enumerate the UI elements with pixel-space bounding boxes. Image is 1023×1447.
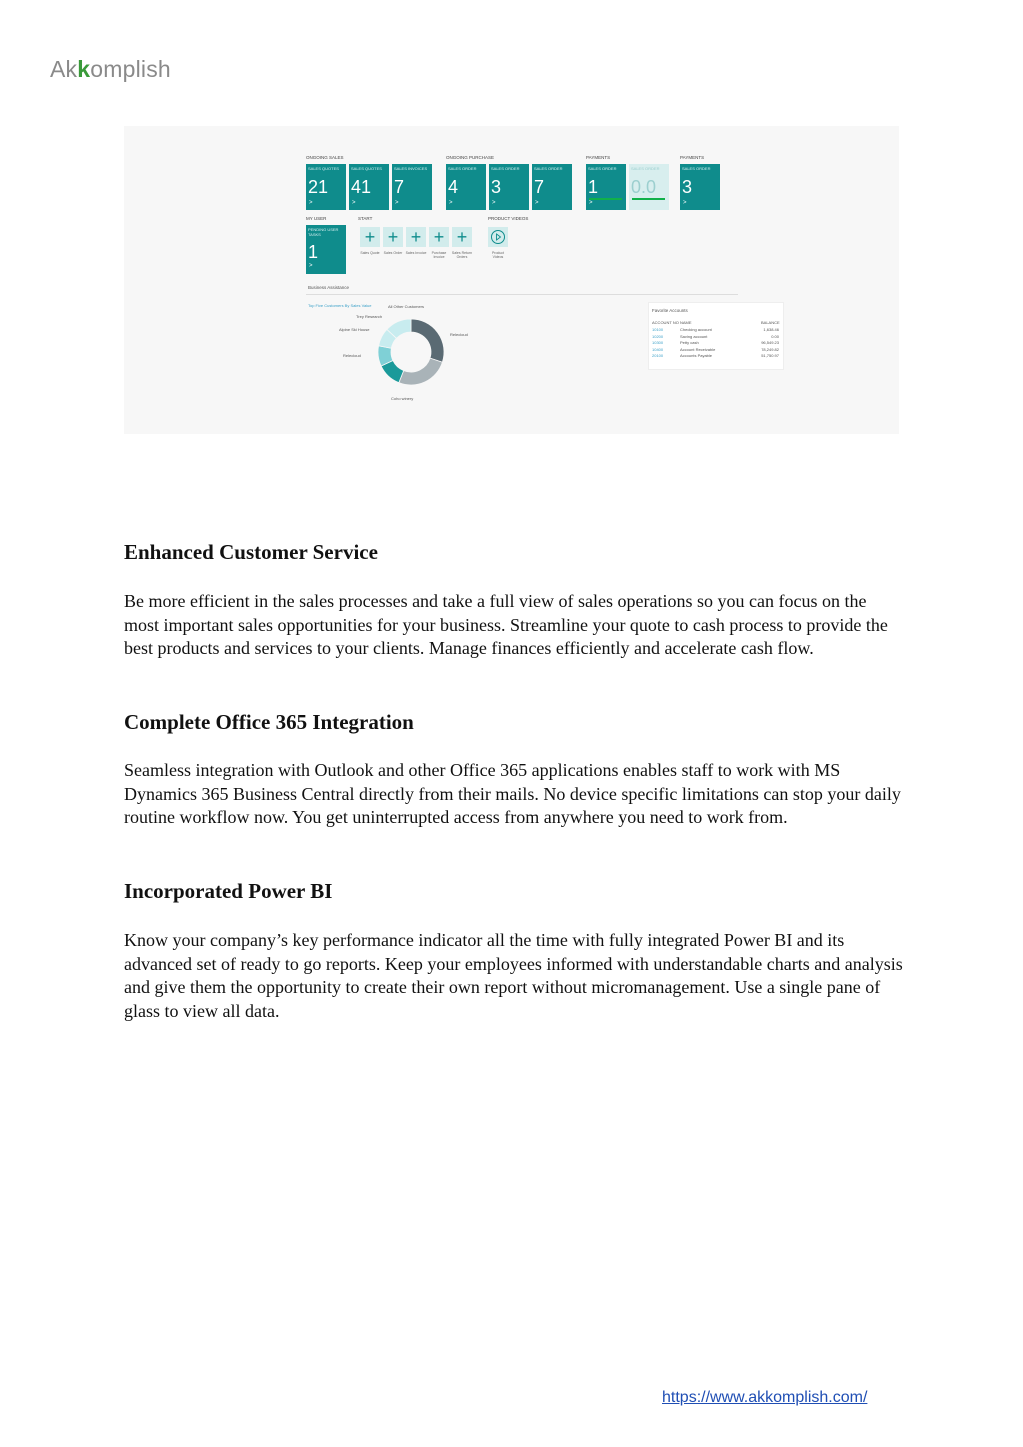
account-balance: 1,638.46: [763, 327, 779, 332]
chevron-right-icon: >: [309, 263, 313, 269]
account-balance: 0.00: [771, 333, 779, 339]
tile-label: SALES ORDER: [534, 166, 563, 171]
tile-label: SALES QUOTES: [308, 166, 339, 171]
tile-payment-order-2[interactable]: [629, 164, 669, 210]
section-body: Know your company’s key performance indicator all the time with fully integrated Power BI and its advanced set of ready to go reports. Keep your employees informed with understandable charts and analysis and give them the opportunity to create their own report without micromanagement. Use a single pane of glass to view all data.: [124, 930, 903, 1022]
panel-title: Favorite Accounts: [652, 308, 688, 313]
group-start: START: [358, 216, 373, 221]
tile-value: 4: [448, 177, 459, 197]
group-ongoing-sales: ONGOING SALES: [306, 155, 344, 160]
new-sales-quote-button[interactable]: +: [360, 227, 380, 247]
tile-value: 1: [308, 242, 319, 262]
start-label: Sales Order: [383, 251, 403, 255]
website-link[interactable]: https://www.akkomplish.com/: [662, 1389, 868, 1406]
tile-pending-user-tasks[interactable]: [306, 225, 346, 274]
start-label: Sales Quote: [360, 251, 380, 255]
tile-value: 3: [682, 177, 693, 197]
tile-value: 7: [394, 177, 405, 197]
tile-value: 7: [534, 177, 545, 197]
account-name: Account Receivable: [680, 346, 716, 352]
company-logo: [50, 56, 171, 83]
progress-line: [589, 198, 622, 200]
group-payments-2: PAYMENTS: [680, 155, 705, 160]
logo-prefix: Ak: [50, 56, 78, 82]
logo-check: k: [77, 56, 91, 82]
tile-label: SALES ORDER: [631, 166, 660, 171]
group-my-user: MY USER: [306, 216, 327, 221]
account-no-link[interactable]: 20100: [652, 353, 664, 359]
account-balance: 51,750.97: [761, 353, 779, 359]
donut-label: Relecloud: [450, 332, 468, 337]
tile-payment-order-1[interactable]: [586, 164, 626, 210]
tile-payment-order-3[interactable]: [680, 164, 720, 210]
tile-label: SALES ORDER: [682, 166, 711, 171]
start-label: Purchase Invoice: [431, 251, 447, 259]
donut-label: Trey Research: [356, 314, 383, 319]
section-body: Be more efficient in the sales processes and take a full view of sales operations so you can focus on the most important sales opportunities for your business. Streamline your quote to cash process to provide the best products and services to your clients. Manage finances efficiently and accelerate cash flow.: [124, 591, 888, 659]
tile-sales-quotes-2[interactable]: [349, 164, 389, 210]
account-name: Checking account: [680, 327, 712, 332]
favorite-accounts-panel: [648, 302, 784, 370]
account-no-link[interactable]: 10200: [652, 333, 664, 339]
tile-label: SALES ORDER: [588, 166, 617, 171]
group-product-videos: PRODUCT VIDEOS: [488, 216, 529, 221]
tile-value: 0.0: [631, 177, 657, 197]
start-label: Sales Invoice: [405, 251, 427, 255]
chevron-right-icon: >: [683, 200, 687, 206]
tile-value: 41: [351, 177, 372, 197]
logo-suffix: omplish: [90, 56, 171, 82]
product-videos-button[interactable]: [488, 227, 508, 247]
account-name: Saving account: [680, 333, 708, 339]
donut-slice[interactable]: [399, 358, 443, 385]
section-heading: Incorporated Power BI: [124, 879, 333, 903]
tile-value: 3: [491, 177, 502, 197]
tile-purchase-order-3[interactable]: [532, 164, 572, 210]
chevron-right-icon: >: [449, 200, 453, 206]
chart-title[interactable]: Top Five Customers By Sales Value: [308, 303, 372, 308]
tile-label: SALES INVOICES: [394, 166, 428, 171]
section-heading: Enhanced Customer Service: [124, 540, 378, 564]
donut-label: Alpine Ski House: [339, 327, 370, 332]
video-label: Product Videos: [491, 251, 505, 259]
tile-sales-quotes[interactable]: [306, 164, 346, 210]
dashboard-screenshot: [124, 126, 899, 434]
account-name: Petty cash: [680, 340, 699, 346]
chevron-right-icon: >: [395, 200, 399, 206]
chevron-right-icon: >: [589, 200, 593, 206]
start-label: Sales Return Orders: [451, 251, 473, 259]
play-icon: [488, 227, 508, 247]
tile-value: 1: [588, 177, 599, 197]
section-heading: Complete Office 365 Integration: [124, 710, 414, 734]
account-balance: 78,249.82: [761, 346, 779, 352]
progress-line: [632, 198, 665, 200]
account-no-link[interactable]: 10300: [652, 340, 664, 346]
chevron-right-icon: >: [309, 200, 313, 206]
chevron-right-icon: >: [535, 200, 539, 206]
account-balance: 96,549.23: [761, 340, 779, 346]
tile-value: 21: [308, 177, 329, 197]
tile-purchase-order-1[interactable]: [446, 164, 486, 210]
new-sales-return-button[interactable]: +: [452, 227, 472, 247]
group-ongoing-purchase: ONGOING PURCHASE: [446, 155, 495, 160]
tile-label: SALES ORDER: [448, 166, 477, 171]
tile-label: SALES ORDER: [491, 166, 520, 171]
tile-label: PENDING USER TASKS: [308, 227, 339, 237]
donut-label: Relecloud: [343, 353, 361, 358]
donut-label: Coho winery: [391, 396, 414, 401]
chevron-right-icon: >: [492, 200, 496, 206]
col-header-name: NAME: [680, 320, 692, 325]
account-name: Accounts Payable: [680, 353, 713, 359]
donut-label: All Other Customers: [388, 304, 425, 309]
tile-sales-invoices[interactable]: [392, 164, 432, 210]
tile-label: SALES QUOTES: [351, 166, 382, 171]
account-no-link[interactable]: 10100: [652, 327, 664, 332]
new-sales-invoice-button[interactable]: +: [406, 227, 426, 247]
account-no-link[interactable]: 10400: [652, 346, 664, 352]
customers-donut-chart: [338, 296, 488, 406]
new-purchase-invoice-button[interactable]: +: [429, 227, 449, 247]
col-header-balance: BALANCE: [761, 320, 780, 325]
section-body: Seamless integration with Outlook and other Office 365 applications enables staff to work with MS Dynamics 365 Business Central directly from their mails. No device specific limitations can stop your daily routine workflow now. You get uninterrupted access from anywhere you need to work from.: [124, 760, 901, 828]
new-sales-order-button[interactable]: +: [383, 227, 403, 247]
group-payments: PAYMENTS: [586, 155, 611, 160]
donut-slice[interactable]: [411, 319, 444, 362]
col-header-account-no: ACCOUNT NO: [652, 320, 679, 325]
chevron-right-icon: >: [352, 200, 356, 206]
business-assistance-heading: Business Assistance: [308, 285, 350, 290]
divider: [306, 294, 738, 295]
tile-purchase-order-2[interactable]: [489, 164, 529, 210]
